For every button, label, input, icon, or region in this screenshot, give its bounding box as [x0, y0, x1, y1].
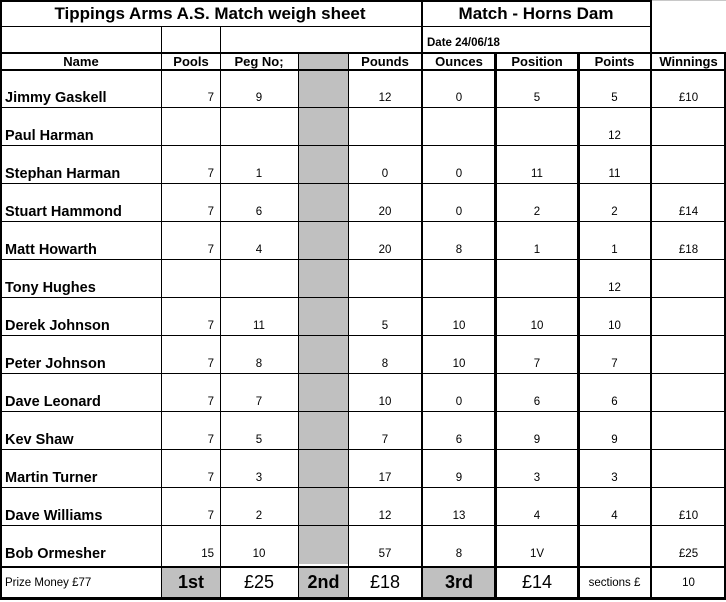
match-venue: Match - Horns Dam	[458, 4, 614, 23]
sheet-title: Tippings Arms A.S. Match weigh sheet	[54, 4, 366, 23]
first-place-amount: £25	[243, 572, 275, 592]
row-peg: 4	[255, 244, 263, 256]
grey-spacer	[299, 108, 348, 146]
row-pools: 15	[201, 548, 214, 560]
row-position: 1	[533, 244, 541, 256]
first-place-label: 1st	[162, 567, 220, 598]
row-position: 7	[533, 358, 541, 370]
grey-spacer	[299, 260, 348, 298]
v-gridline	[494, 52, 497, 600]
row-pounds: 20	[378, 206, 392, 218]
row-name: Matt Howarth	[5, 242, 97, 258]
header-ounces: Ounces	[435, 53, 483, 69]
row-points: 3	[611, 472, 618, 484]
h-gridline	[0, 221, 726, 222]
h-gridline	[0, 183, 726, 184]
h-gridline	[0, 0, 651, 2]
match-date: Date 24/06/18	[427, 37, 500, 49]
row-pools: 7	[207, 434, 214, 446]
row-pools	[162, 260, 220, 298]
row-winnings	[651, 412, 726, 450]
v-gridline	[298, 52, 299, 600]
row-position: 4	[533, 510, 541, 522]
row-pounds: 7	[381, 434, 389, 446]
row-peg: 3	[255, 472, 263, 484]
v-gridline	[421, 0, 423, 600]
h-gridline	[0, 26, 651, 27]
grey-spacer	[299, 70, 348, 108]
grey-spacer	[299, 488, 348, 526]
row-winnings: £10	[678, 92, 699, 104]
grey-spacer	[299, 184, 348, 222]
row-name: Paul Harman	[5, 128, 94, 144]
row-name: Dave Williams	[5, 508, 103, 524]
h-gridline	[0, 597, 726, 600]
row-peg: 11	[253, 320, 265, 332]
row-points	[578, 526, 651, 564]
row-position	[496, 108, 578, 146]
row-winnings: £14	[678, 206, 699, 218]
row-pounds: 12	[378, 92, 392, 104]
h-gridline	[0, 297, 726, 298]
row-pools: 7	[207, 168, 214, 180]
row-name: Kev Shaw	[5, 432, 74, 448]
row-winnings	[651, 336, 726, 374]
row-winnings	[651, 374, 726, 412]
row-name: Martin Turner	[5, 470, 98, 486]
row-pools: 7	[207, 92, 214, 104]
second-place-label: 2nd	[299, 567, 348, 598]
row-pounds: 5	[381, 320, 389, 332]
row-name: Bob Ormesher	[5, 546, 106, 562]
v-gridline	[220, 26, 221, 600]
row-ounces: 10	[452, 358, 466, 370]
sections-amount: 10	[682, 576, 695, 589]
row-position: 1V	[529, 548, 545, 560]
row-pounds: 57	[378, 548, 392, 560]
row-winnings	[651, 108, 726, 146]
row-ounces: 0	[455, 206, 463, 218]
row-points: 10	[608, 320, 621, 332]
h-gridline	[0, 449, 726, 450]
row-peg: 6	[255, 206, 263, 218]
grey-spacer	[299, 146, 348, 184]
row-pools: 7	[207, 358, 214, 370]
row-position	[496, 260, 578, 298]
row-name: Stephan Harman	[5, 166, 121, 182]
row-ounces: 0	[455, 92, 463, 104]
row-position: 9	[533, 434, 541, 446]
sections-label: sections £	[588, 576, 641, 589]
row-position: 6	[533, 396, 541, 408]
row-winnings	[651, 260, 726, 298]
h-gridline	[0, 566, 726, 568]
row-ounces	[422, 108, 496, 146]
prize-money: Prize Money £77	[5, 576, 92, 589]
row-pounds: 12	[378, 510, 392, 522]
row-pools	[162, 108, 220, 146]
h-gridline	[0, 69, 726, 71]
row-peg: 10	[252, 548, 266, 560]
row-name: Derek Johnson	[5, 318, 110, 334]
row-pools: 7	[207, 472, 214, 484]
row-pools: 7	[207, 206, 214, 218]
header-pools: Pools	[173, 53, 209, 69]
row-ounces: 0	[455, 396, 463, 408]
row-winnings: £18	[678, 244, 699, 256]
row-pounds	[348, 260, 422, 298]
third-place-amount: £14	[521, 572, 553, 592]
grey-spacer	[299, 336, 348, 374]
row-points: 12	[608, 282, 621, 294]
row-ounces: 0	[455, 168, 463, 180]
row-points: 5	[611, 92, 618, 104]
row-ounces: 8	[455, 244, 463, 256]
row-winnings	[651, 450, 726, 488]
row-position: 2	[533, 206, 541, 218]
row-peg: 1	[255, 168, 263, 180]
header-name: Name	[63, 53, 99, 69]
row-position: 11	[531, 168, 543, 180]
h-gridline	[0, 52, 726, 54]
row-winnings: £10	[678, 510, 699, 522]
v-gridline	[348, 52, 349, 600]
row-peg: 2	[255, 510, 263, 522]
row-peg: 5	[255, 434, 263, 446]
row-pounds: 10	[378, 396, 392, 408]
row-name: Peter Johnson	[5, 356, 106, 372]
row-winnings: £25	[678, 548, 699, 560]
row-peg: 8	[255, 358, 263, 370]
row-name: Jimmy Gaskell	[5, 90, 107, 106]
grey-spacer	[299, 526, 348, 564]
row-points: 12	[608, 130, 621, 142]
row-name: Dave Leonard	[5, 394, 101, 410]
row-winnings	[651, 146, 726, 184]
row-peg: 9	[255, 92, 263, 104]
row-ounces: 10	[452, 320, 466, 332]
grey-spacer	[299, 222, 348, 260]
row-pools: 7	[207, 244, 214, 256]
v-gridline	[161, 26, 162, 600]
row-points: 11	[608, 168, 621, 180]
row-ounces: 6	[455, 434, 463, 446]
row-pounds: 17	[378, 472, 392, 484]
row-points: 4	[611, 510, 618, 522]
row-peg	[220, 108, 298, 146]
row-pounds: 20	[378, 244, 392, 256]
h-gridline	[0, 259, 726, 260]
h-gridline	[0, 107, 726, 108]
row-peg: 7	[255, 396, 263, 408]
row-pools: 7	[207, 510, 214, 522]
row-pools: 7	[207, 396, 214, 408]
header-points: Points	[594, 53, 635, 69]
h-gridline	[0, 487, 726, 488]
grey-spacer	[299, 374, 348, 412]
header-winnings: Winnings	[659, 53, 718, 69]
v-gridline	[577, 52, 580, 600]
row-ounces	[422, 260, 496, 298]
row-position: 5	[533, 92, 541, 104]
v-gridline	[0, 0, 2, 600]
row-points: 6	[611, 396, 618, 408]
v-gridline	[650, 0, 652, 600]
h-gridline	[651, 0, 726, 1]
grey-spacer	[299, 412, 348, 450]
h-gridline	[0, 145, 726, 146]
row-position: 3	[533, 472, 541, 484]
row-position: 10	[530, 320, 544, 332]
header-pounds: Pounds	[361, 53, 409, 69]
row-pounds: 0	[381, 168, 389, 180]
row-points: 7	[611, 358, 618, 370]
row-name: Stuart Hammond	[5, 204, 122, 220]
grey-spacer	[299, 450, 348, 488]
header-position: Position	[511, 53, 563, 69]
row-points: 1	[611, 244, 618, 256]
row-peg	[220, 260, 298, 298]
h-gridline	[0, 335, 726, 336]
row-pounds	[348, 108, 422, 146]
h-gridline	[0, 373, 726, 374]
header-spacer	[299, 53, 348, 70]
row-winnings	[651, 298, 726, 336]
h-gridline	[0, 525, 726, 526]
row-pounds: 8	[381, 358, 389, 370]
third-place-label: 3rd	[422, 567, 496, 598]
row-ounces: 13	[452, 510, 466, 522]
row-ounces: 9	[455, 472, 463, 484]
row-name: Tony Hughes	[5, 280, 96, 296]
row-points: 2	[611, 206, 618, 218]
row-pools: 7	[207, 320, 214, 332]
h-gridline	[0, 411, 726, 412]
second-place-amount: £18	[369, 572, 401, 592]
header-peg: Peg No;	[234, 53, 284, 69]
row-points: 9	[611, 434, 618, 446]
grey-spacer	[299, 298, 348, 336]
row-ounces: 8	[455, 548, 463, 560]
